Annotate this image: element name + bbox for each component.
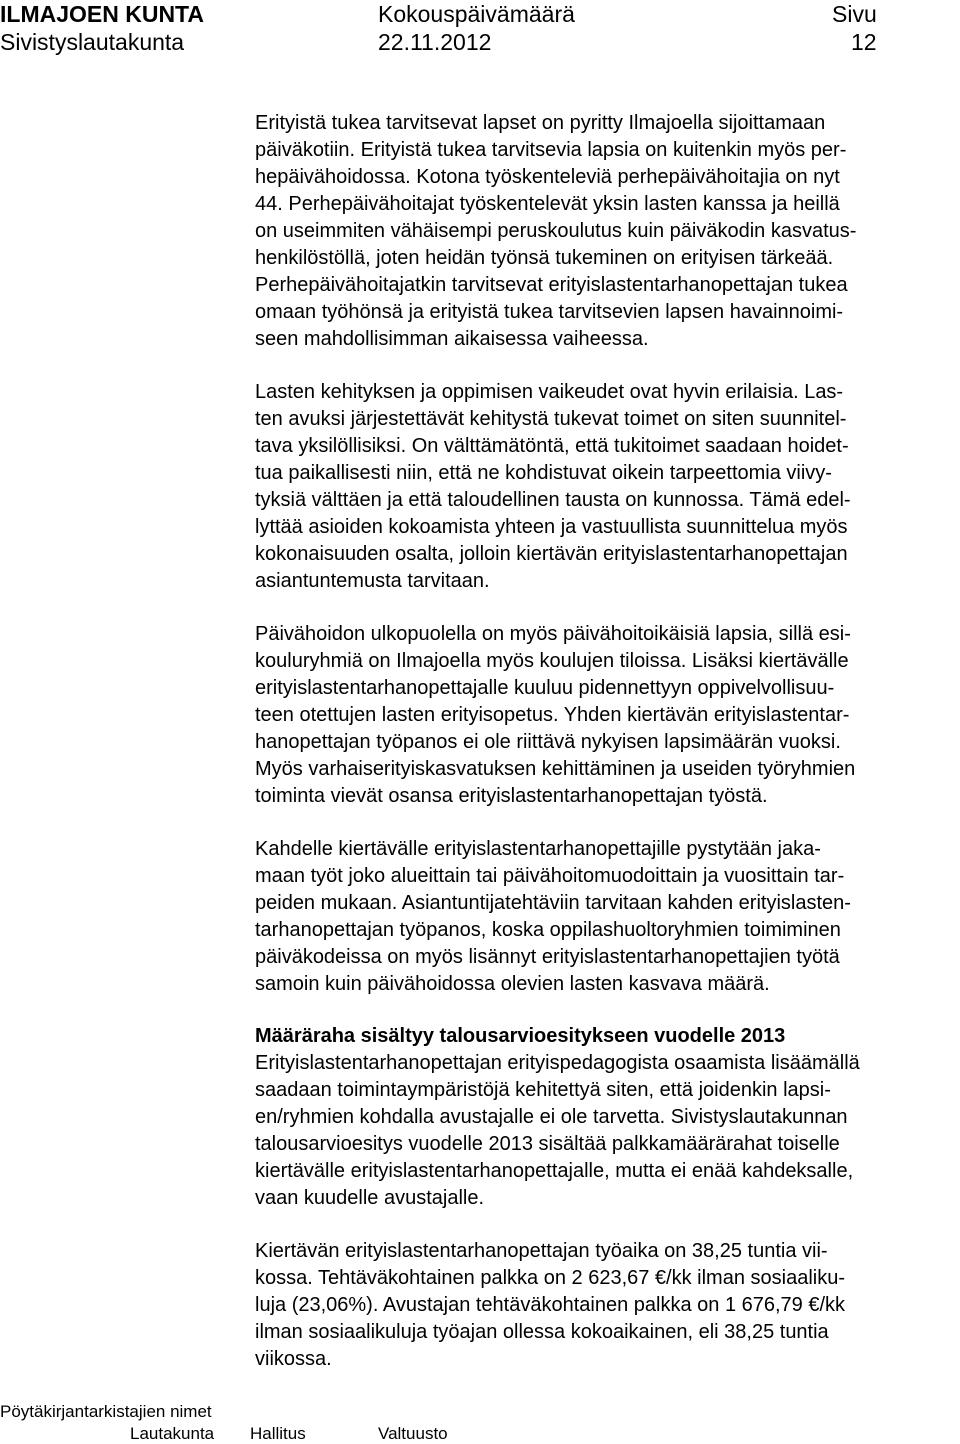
organization-name: ILMAJOEN KUNTA: [0, 1, 205, 27]
page-footer: [0, 1402, 960, 1442]
paragraph-2: Lasten kehityksen ja oppimisen vaikeudet ovat hyvin erilaisia. Las- ten avuksi järjestettävät kehitystä tukevat toimet on siten suunnitel- tava yksilöllisiksi. On välttämätöntä, että tukitoimet saadaan hoidet- tua paikallisesti niin, että ne kohdistuvat oikein tarpeettomia viivy- tyksiä välttäen ja että taloudellinen tausta on kunnossa. Tämä edel- lyttää asioiden kokoamista yhteen ja vastuullista suunnittelua myös kokonaisuuden osalta, jolloin kiertävän erityislastentarhanopettajan asiantuntemusta tarvitaan.: [255, 381, 851, 592]
page-number: 12: [851, 29, 877, 55]
footer-board: Lautakunta: [130, 1424, 215, 1443]
paragraph-4: Kahdelle kiertävälle erityislastentarhanopettajille pystytään jaka- maan työt joko alueittain tai päivähoitomuodoittain ja vuosittain tar- peiden mukaan. Asiantuntijatehtäviin tarvitaan kahden erityislasten- tarhanopettajan työpanos, koska oppilashuoltoryhmien toimiminen päiväkodeissa on myös lisännyt erityislastentarhanopettajien työtä samoin kuin päivähoidossa olevien lasten kasvava määrä.: [255, 838, 851, 995]
paragraph-1: Erityistä tukea tarvitsevat lapset on pyritty Ilmajoella sijoittamaan päiväkotiin. Erityistä tukea tarvitsevia lapsia on kuitenkin myös per- hepäivähoidossa. Kotona työskenteleviä perhepäivähoitajia on nyt 44. Perhepäivähoitajat työskentelevät yksin lasten kanssa ja heillä on useimmiten vähäisempi peruskoulutus kuin päiväkodin kasvatus- henkilöstöllä, joten heidän työnsä tukeminen on erityisen tärkeää. Perhepäivähoitajatkin tarvitsevat erityislastentarhanopettajan tukea omaan työhönsä ja erityistä tukea tarvitsevien lapsen havainnoimi- seen mahdollisimman aikaisessa vaiheessa.: [255, 112, 857, 350]
section-heading: Määräraha sisältyy talousarvioesitykseen vuodelle 2013: [255, 1025, 786, 1047]
meeting-date-label: Kokouspäivämäärä: [378, 1, 575, 27]
footer-title: Pöytäkirjantarkistajien nimet: [0, 1402, 212, 1421]
paragraph-5: Erityislastentarhanopettajan erityispedagogista osaamista lisäämällä saadaan toimintaympäristöjä kehitettyä siten, että joidenkin lapsi- en/ryhmien kohdalla avustajalle ei ole tarvetta. Sivistyslautakunnan talousarvioesitys vuodelle 2013 sisältää palkkamäärärahat toiselle kiertävälle erityislastentarhanopettajalle, mutta ei enää kahdeksalle, vaan kuudelle avustajalle.: [255, 1052, 860, 1209]
document-body: [255, 110, 955, 1373]
paragraph-3: Päivähoidon ulkopuolella on myös päivähoitoikäisiä lapsia, sillä esi- kouluryhmiä on Ilmajoella myös koulujen tiloissa. Lisäksi kiertävälle erityislastentarhanopettajalle kuuluu pidennettyyn oppivelvollisuu- teen otettujen lasten erityisopetus. Yhden kiertävän erityislastentar- hanopettajan työpanos ei ole riittävä nykyisen lapsimäärän vuoksi. Myös varhaiserityiskasvatuksen kehittäminen ja useiden työryhmien toiminta vievät osansa erityislastentarhanopettajan työstä.: [255, 623, 856, 807]
footer-council: Valtuusto: [378, 1424, 448, 1443]
footer-government: Hallitus: [250, 1424, 306, 1443]
board-name: Sivistyslautakunta: [0, 29, 185, 55]
paragraph-6: Kiertävän erityislastentarhanopettajan työaika on 38,25 tuntia vii- kossa. Tehtäväkohtainen palkka on 2 623,67 €/kk ilman sosiaaliku- luja (23,06%). Avustajan tehtäväkohtainen palkka on 1 676,79 €/kk ilman sosiaalikuluja työajan ollessa kokoaikainen, eli 38,25 tuntia viikossa.: [255, 1240, 846, 1370]
page-label: Sivu: [832, 1, 877, 27]
page-header: [0, 0, 960, 60]
meeting-date: 22.11.2012: [378, 29, 492, 55]
